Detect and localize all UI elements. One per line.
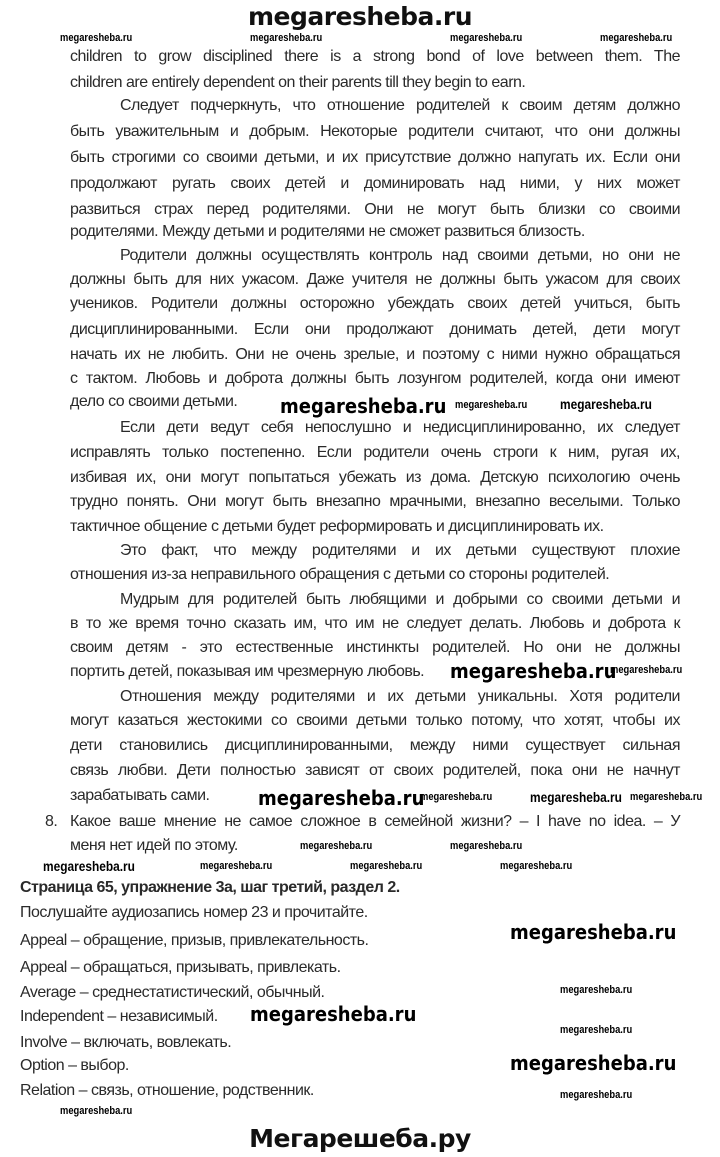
watermark: megaresheba.ru: [560, 984, 633, 996]
body-line: быть уважительным и добрым. Некоторые родители считают, что они должны: [70, 123, 680, 140]
body-line: должны быть для них ужасом. Даже учителя не должны быть ужасом для своих: [70, 271, 680, 288]
watermark: megaresheba.ru: [530, 789, 622, 805]
body-line: избивая их, они могут попытаться убежать из дома. Детскую психологию очень: [70, 469, 680, 486]
body-line: родителями. Между детьми и родителями не сможет развиться близость.: [70, 223, 585, 240]
body-line: children are entirely dependent on their parents till they begin to earn.: [70, 74, 526, 91]
watermark: megaresheba.ru: [610, 664, 683, 676]
body-line: Какое ваше мнение не самое сложное в семейной жизни? – I have no idea. – У: [70, 813, 680, 830]
watermark: megaresheba.ru: [300, 840, 373, 852]
watermark: megaresheba.ru: [600, 32, 673, 44]
body-line: Если дети ведут себя непослушно и недисциплинированно, их следует: [120, 419, 680, 436]
body-line: исправлять только постепенно. Если родители очень строги к ним, ругая их,: [70, 444, 680, 461]
body-line: дело со своими детьми.: [70, 393, 238, 410]
watermark: megaresheba.ru: [258, 786, 425, 810]
watermark: megaresheba.ru: [510, 920, 677, 944]
body-line: Мудрым для родителей быть любящими и добрыми со своими детьми и: [120, 591, 680, 608]
watermark: megaresheba.ru: [60, 32, 133, 44]
body-line: связь любви. Дети полностью зависят от своих родителей, пока они не начнут: [70, 762, 680, 779]
body-line: Отношения между родителями и их детьми уникальны. Хотя родители: [120, 688, 680, 705]
vocabulary-line: Relation – связь, отношение, родственник.: [20, 1082, 314, 1099]
body-line: меня нет идей по этому.: [70, 837, 238, 854]
watermark: megaresheba.ru: [43, 858, 135, 874]
body-line: тактичное общение с детьми будет реформировать и дисциплинировать их.: [70, 518, 604, 535]
vocabulary-line: Appeal – обращение, призыв, привлекательность.: [20, 932, 369, 949]
watermark: megaresheba.ru: [420, 791, 493, 803]
body-line: портить детей, показывая им чрезмерную любовь.: [70, 663, 425, 680]
watermark: megaresheba.ru: [280, 394, 447, 418]
watermark: megaresheba.ru: [510, 1051, 677, 1075]
vocabulary-line: Involve – включать, вовлекать.: [20, 1034, 232, 1051]
body-line: Это факт, что между родителями и их детьми существуют плохие: [120, 542, 680, 559]
body-line: начать их не любить. Они не очень зрелые, и поэтому с ними нужно обращаться: [70, 346, 680, 363]
body-line: быть строгими со своими детьми, и их присутствие должно напугать их. Если они: [70, 149, 680, 166]
body-line: отношения из-за неправильного обращения с детьми со стороны родителей.: [70, 566, 610, 583]
vocabulary-line: Appeal – обращаться, призывать, привлекать.: [20, 959, 341, 976]
vocabulary-line: Average – среднестатистический, обычный.: [20, 984, 325, 1001]
body-line: с тактом. Любовь и доброта должны быть лозунгом родителей, когда они имеют: [70, 370, 680, 387]
watermark: megaresheba.ru: [250, 1002, 417, 1026]
body-line: продолжают ругать своих детей и доминировать над ними, у них может: [70, 175, 680, 192]
body-line: могут казаться жестокими со своими детьми только потому, что хотят, чтобы их: [70, 712, 680, 729]
body-line: дети становились дисциплинированными, между ними существует сильная: [70, 737, 680, 754]
vocabulary-line: Послушайте аудиозапись номер 23 и прочитайте.: [20, 904, 368, 921]
body-line: учеников. Родители должны осторожно убеждать своих детей учиться, быть: [70, 295, 680, 312]
list-number: 8.: [45, 813, 58, 830]
section-heading: Страница 65, упражнение 3а, шаг третий, раздел 2.: [20, 879, 400, 896]
watermark: megaresheba.ru: [560, 396, 652, 412]
watermark: megaresheba.ru: [450, 840, 523, 852]
watermark: megaresheba.ru: [450, 659, 617, 683]
watermark: megaresheba.ru: [450, 32, 523, 44]
vocabulary-line: Independent – независимый.: [20, 1008, 218, 1025]
watermark: megaresheba.ru: [500, 860, 573, 872]
body-line: развиться страх перед родителями. Они не могут быть близки со своими: [70, 201, 680, 218]
watermark: megaresheba.ru: [560, 1024, 633, 1036]
body-line: Родители должны осуществлять контроль над своими детьми, но они не: [120, 247, 680, 264]
body-line: трудно понять. Они могут быть внезапно мрачными, внезапно веселыми. Только: [70, 493, 680, 510]
site-footer: Мегарешеба.ру: [249, 1124, 471, 1153]
watermark: megaresheba.ru: [200, 860, 273, 872]
body-line: Следует подчеркнуть, что отношение родителей к своим детям должно: [120, 97, 680, 114]
body-line: зарабатывать сами.: [70, 787, 210, 804]
body-line: children to grow disciplined there is a strong bond of love between them. The: [70, 48, 680, 65]
site-header: megaresheba.ru: [247, 2, 473, 31]
watermark: megaresheba.ru: [250, 32, 323, 44]
watermark: megaresheba.ru: [60, 1105, 133, 1117]
watermark: megaresheba.ru: [560, 1089, 633, 1101]
body-line: в то же время точно сказать им, что им не следует делать. Любовь и доброта к: [70, 615, 680, 632]
watermark: megaresheba.ru: [350, 860, 423, 872]
body-line: дисциплинированными. Если они продолжают донимать детей, дети могут: [70, 321, 680, 338]
watermark: megaresheba.ru: [455, 399, 528, 411]
watermark: megaresheba.ru: [630, 791, 703, 803]
body-line: своим детям - это естественные инстинкты родителей. Но они не должны: [70, 639, 680, 656]
vocabulary-line: Option – выбор.: [20, 1057, 129, 1074]
